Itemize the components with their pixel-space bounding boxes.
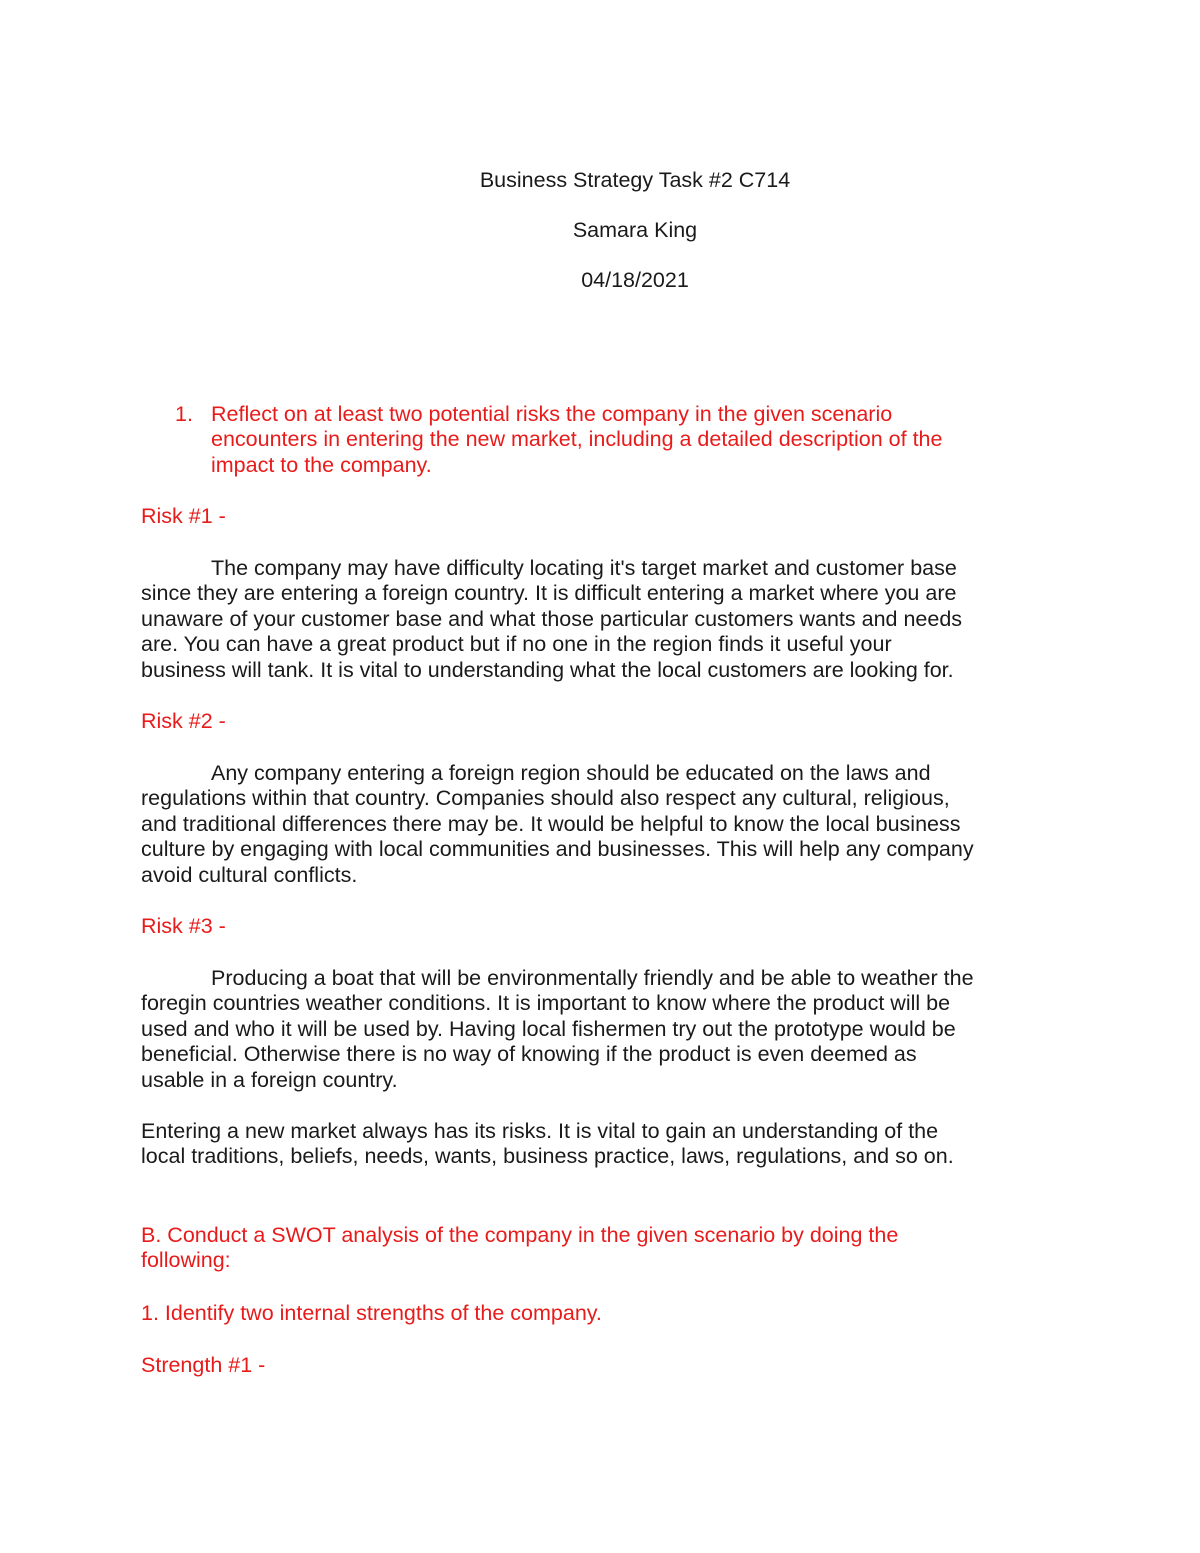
risk2-heading: Risk #2 -	[141, 709, 226, 733]
question-number: 1.	[175, 402, 193, 426]
question1-line: encounters in entering the new market, including a detailed description of the	[211, 427, 943, 451]
risk3-line: foregin countries weather conditions. It is important to know where the product will be	[141, 991, 951, 1015]
question1-line: impact to the company.	[211, 453, 432, 477]
conclusion-line: local traditions, beliefs, needs, wants, business practice, laws, regulations, and so on.	[141, 1144, 954, 1168]
risk3-line: used and who it will be used by. Having local fishermen try out the prototype would be	[141, 1017, 956, 1041]
document-title: Business Strategy Task #2 C714	[479, 168, 791, 192]
risk3-line: usable in a foreign country.	[141, 1068, 398, 1092]
strength1-heading: Strength #1 -	[141, 1353, 266, 1377]
risk2-line: and traditional differences there may be. It would be helpful to know the local business	[141, 812, 961, 836]
question1-line: Reflect on at least two potential risks the company in the given scenario	[211, 402, 893, 426]
risk1-line: are. You can have a great product but if no one in the region finds it useful your	[141, 632, 892, 656]
risk1-line: business will tank. It is vital to understanding what the local customers are looking for.	[141, 658, 954, 682]
sectionB-prompt-line: B. Conduct a SWOT analysis of the company in the given scenario by doing the	[141, 1223, 899, 1247]
sectionB-prompt-line: following:	[141, 1248, 231, 1272]
risk3-line: Producing a boat that will be environmentally friendly and be able to weather the	[211, 966, 974, 990]
risk2-line: regulations within that country. Companies should also respect any cultural, religious,	[141, 786, 950, 810]
risk2-line: Any company entering a foreign region should be educated on the laws and	[211, 761, 931, 785]
risk2-line: culture by engaging with local communities and businesses. This will help any company	[141, 837, 974, 861]
risk1-line: since they are entering a foreign country. It is difficult entering a market where you are	[141, 581, 957, 605]
risk1-line: unaware of your customer base and what those particular customers wants and needs	[141, 607, 963, 631]
risk2-line: avoid cultural conflicts.	[141, 863, 358, 887]
document-date: 04/18/2021	[581, 268, 689, 292]
author-name: Samara King	[572, 218, 698, 242]
sectionB-item1: 1. Identify two internal strengths of the company.	[141, 1301, 602, 1325]
risk1-heading: Risk #1 -	[141, 504, 226, 528]
conclusion-line: Entering a new market always has its risks. It is vital to gain an understanding of the	[141, 1119, 939, 1143]
risk1-line: The company may have difficulty locating it's target market and customer base	[211, 556, 957, 580]
risk3-heading: Risk #3 -	[141, 914, 226, 938]
risk3-line: beneficial. Otherwise there is no way of knowing if the product is even deemed as	[141, 1042, 917, 1066]
